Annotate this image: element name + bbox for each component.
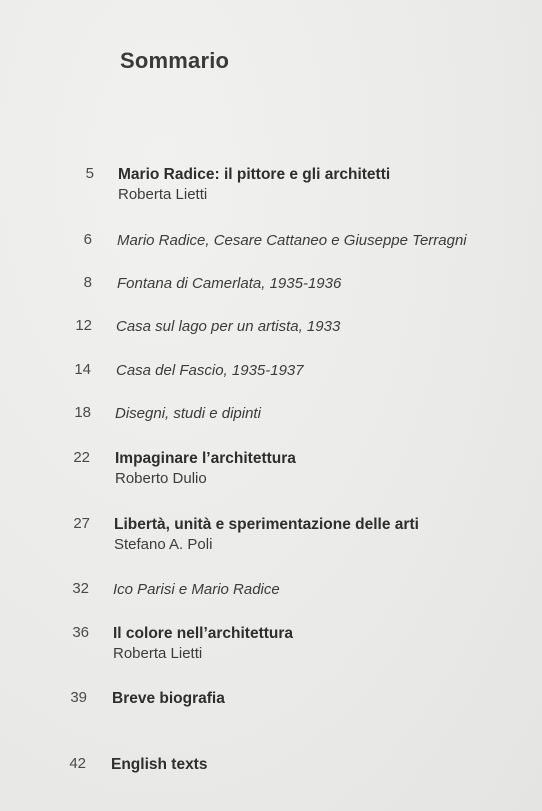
toc-page-number: 27 bbox=[73, 515, 90, 532]
toc-entry-text bbox=[111, 755, 207, 775]
toc-page-number: 8 bbox=[83, 274, 92, 291]
toc-entry-author: Stefano A. Poli bbox=[114, 536, 213, 553]
toc-entry-text bbox=[112, 689, 225, 709]
toc-entry-title: Mario Radice, Cesare Cattaneo e Giuseppe Terragni bbox=[117, 232, 467, 249]
toc-entry-text bbox=[117, 231, 467, 251]
toc-entry-title: Ico Parisi e Mario Radice bbox=[113, 581, 280, 598]
page-title: Sommario bbox=[120, 48, 230, 73]
toc-entry-text bbox=[116, 361, 304, 381]
toc-page-number: 5 bbox=[85, 165, 94, 182]
toc-entry-text bbox=[115, 449, 296, 489]
toc-entry-title: Mario Radice: il pittore e gli architetti bbox=[118, 166, 391, 183]
toc-entry-text bbox=[115, 404, 261, 424]
toc-entry-author: Roberta Lietti bbox=[118, 186, 208, 203]
toc-entry-title: Disegni, studi e dipinti bbox=[115, 405, 261, 422]
toc-entry-title: Casa del Fascio, 1935-1937 bbox=[116, 362, 304, 379]
toc-entry-title: English texts bbox=[111, 756, 208, 773]
toc-entry-text bbox=[118, 165, 390, 205]
toc-page-number: 36 bbox=[72, 624, 89, 641]
toc-entry-title: Casa sul lago per un artista, 1933 bbox=[116, 318, 341, 335]
toc-page-number: 6 bbox=[83, 231, 92, 248]
toc-entry-text bbox=[116, 317, 340, 337]
toc-entry-author: Roberta Lietti bbox=[113, 645, 203, 662]
toc-page-number: 22 bbox=[73, 449, 90, 466]
toc-page-number: 14 bbox=[74, 361, 91, 378]
toc-entry-title: Breve biografia bbox=[112, 690, 225, 707]
toc-entry-title: Impaginare l’architettura bbox=[115, 450, 296, 467]
toc-page-number: 39 bbox=[70, 689, 87, 706]
toc-entry-text bbox=[117, 274, 341, 294]
toc-page-number: 42 bbox=[69, 755, 86, 772]
toc-page-number: 32 bbox=[72, 580, 89, 597]
toc-entry-title: Libertà, unità e sperimentazione delle arti bbox=[114, 516, 419, 533]
toc-entry-text bbox=[113, 580, 280, 600]
toc-page-number: 12 bbox=[75, 317, 92, 334]
toc-entry-title: Il colore nell’architettura bbox=[113, 625, 294, 642]
toc-entry-title: Fontana di Camerlata, 1935-1936 bbox=[117, 275, 342, 292]
toc-entry-text bbox=[114, 515, 419, 555]
toc-entry-author: Roberto Dulio bbox=[115, 470, 207, 487]
toc-page-number: 18 bbox=[74, 404, 91, 421]
toc-entry-text bbox=[113, 624, 293, 664]
